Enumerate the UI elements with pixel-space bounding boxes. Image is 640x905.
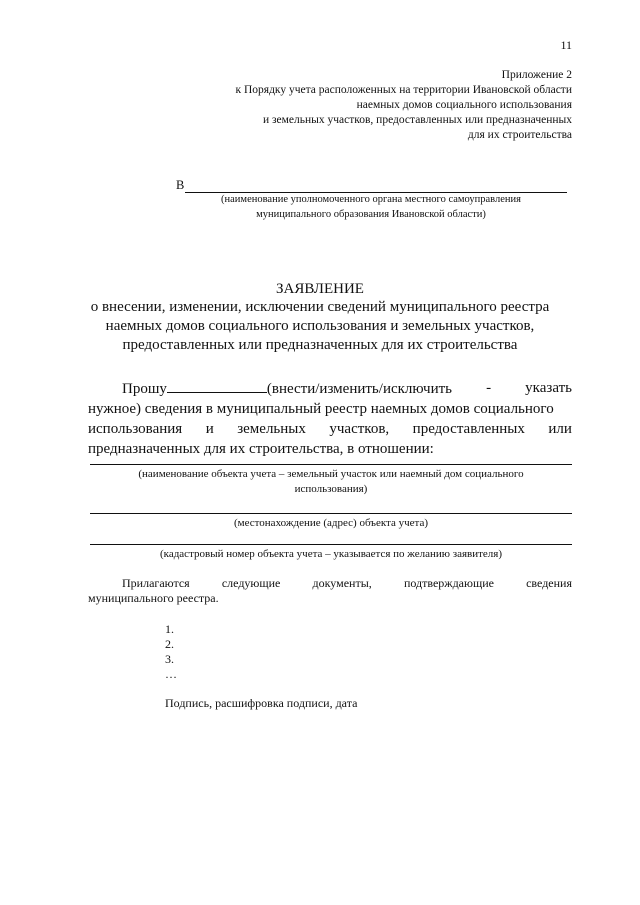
recipient-caption [176,192,566,222]
request-line-text: предназначенных для их строительства, в отношении: [88,441,434,457]
request-word: участков, [329,421,390,437]
attached-word: следующие [221,576,281,590]
object-name-blank[interactable] [90,464,572,465]
request-word: использования [88,421,183,437]
attached-line: муниципального реестра. [88,591,219,605]
appendix-header [112,68,572,143]
object-name-caption [90,467,572,497]
request-word: Прошу [122,381,167,397]
appendix-line: к Порядку учета расположенных на территории Ивановской области [235,84,572,96]
cadastral-number-caption [90,547,572,562]
request-line [88,378,572,399]
attached-paragraph [88,576,572,606]
appendix-line: наемных домов социального использования [356,99,572,111]
field-caption-line: (кадастровый номер объекта учета – указывается по желанию заявителя) [159,548,503,560]
list-item: 2. [165,637,174,651]
appendix-line: Приложение 2 [501,69,572,81]
object-address-caption [90,516,572,531]
list-item: 3. [165,652,174,666]
cadastral-number-blank[interactable] [90,544,572,545]
request-paragraph [88,378,572,459]
request-word: (внести/изменить/исключить [266,381,453,397]
request-word: предоставленных [412,421,525,437]
field-caption-line: (наименование объекта учета – земельный участок или наемный дом социального [138,468,524,480]
attached-word: Прилагаются [122,576,190,590]
recipient-caption-line: муниципального образования Ивановской области) [256,209,486,220]
request-line [88,439,572,459]
attached-line [88,576,572,591]
list-item: 1. [165,622,174,636]
request-word: или [548,421,572,437]
appendix-line: и земельных участков, предоставленных или предназначенных [262,114,572,126]
list-item: … [165,667,177,681]
request-word: указать [525,380,572,396]
recipient-caption-line: (наименование уполномоченного органа местного самоуправления [221,194,521,205]
action-blank[interactable] [167,378,267,393]
object-address-blank[interactable] [90,513,572,514]
request-line [88,419,572,439]
document-title: ЗАЯВЛЕНИЕ [276,281,364,297]
attached-word: документы, [312,576,372,590]
page-number: 11 [560,38,572,52]
recipient-line [176,178,567,193]
signature-label: Подпись, расшифровка подписи, дата [165,696,358,710]
request-line-text: нужное) сведения в муниципальный реестр наемных домов социального [88,401,554,417]
request-word: и [205,421,214,437]
subtitle-line: наемных домов социального использования и земельных участков, [105,318,535,334]
request-line [88,399,572,419]
subtitle-line: предоставленных или предназначенных для их строительства [122,337,518,353]
appendix-line: для их строительства [467,129,572,141]
document-subtitle [0,298,640,355]
field-caption-line: использования) [294,483,368,495]
attached-word: подтверждающие [403,576,494,590]
field-caption-line: (местонахождение (адрес) объекта учета) [233,517,429,529]
subtitle-line: о внесении, изменении, исключении сведений муниципального реестра [90,299,550,315]
request-word: земельных [237,421,306,437]
documents-list [165,622,177,682]
recipient-prefix: В [176,178,185,192]
request-word: - [486,380,492,396]
attached-word: сведения [526,576,572,590]
